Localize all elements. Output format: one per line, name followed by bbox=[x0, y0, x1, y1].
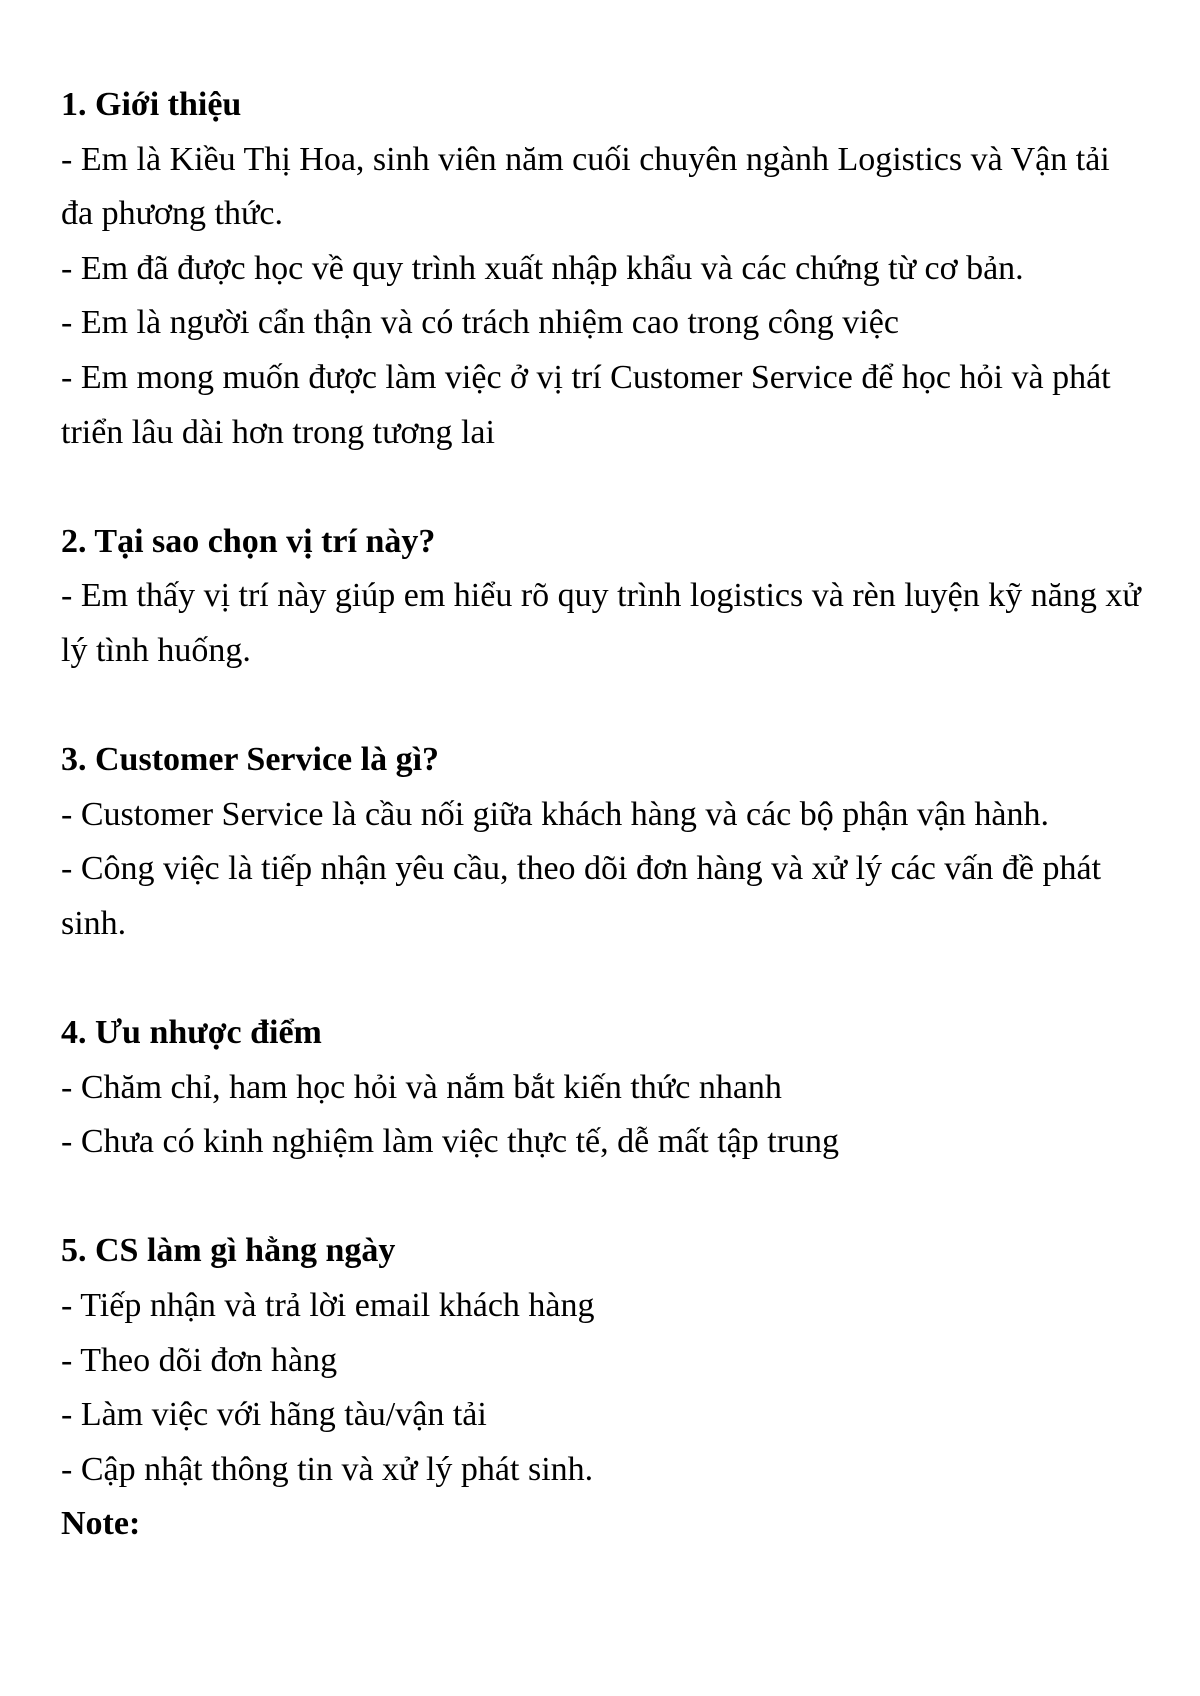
paragraph-line: - Em là Kiều Thị Hoa, sinh viên năm cuối chuyên ngành Logistics và Vận tải đa phương thức. bbox=[61, 140, 1110, 233]
paragraph-line: - Customer Service là cầu nối giữa khách hàng và các bộ phận vận hành. bbox=[61, 795, 1050, 833]
paragraph-line: - Cập nhật thông tin và xử lý phát sinh. bbox=[61, 1450, 594, 1488]
section-heading: 5. CS làm gì hằng ngày bbox=[61, 1232, 396, 1270]
section-heading: 3. Customer Service là gì? bbox=[61, 741, 440, 779]
note-label: Note: bbox=[61, 1505, 141, 1543]
paragraph-line: - Em đã được học về quy trình xuất nhập khẩu và các chứng từ cơ bản. bbox=[61, 249, 1024, 287]
section-daily-tasks bbox=[61, 1224, 1141, 1552]
paragraph-line: - Em thấy vị trí này giúp em hiểu rõ quy trình logistics và rèn luyện kỹ năng xử lý tình huống. bbox=[61, 577, 1141, 669]
section-introduction bbox=[61, 78, 1141, 460]
section-what-is-customer-service bbox=[61, 733, 1141, 951]
paragraph-line: - Chưa có kinh nghiệm làm việc thực tế, dễ mất tập trung bbox=[61, 1123, 840, 1161]
section-heading: 2. Tại sao chọn vị trí này? bbox=[61, 522, 436, 560]
paragraph-line: - Công việc là tiếp nhận yêu cầu, theo dõi đơn hàng và xử lý các vấn đề phát sinh. bbox=[61, 850, 1102, 942]
section-heading: 4. Ưu nhược điểm bbox=[61, 1014, 322, 1052]
paragraph-line: - Làm việc với hãng tàu/vận tải bbox=[61, 1396, 487, 1434]
section-why-this-position bbox=[61, 515, 1141, 679]
section-strengths-weaknesses bbox=[61, 1006, 1141, 1170]
paragraph-line: - Em mong muốn được làm việc ở vị trí Customer Service để học hỏi và phát triển lâu dài hơn trong tương lai bbox=[61, 358, 1111, 451]
paragraph-line: - Chăm chỉ, ham học hỏi và nắm bắt kiến thức nhanh bbox=[61, 1068, 782, 1106]
paragraph-line: - Tiếp nhận và trả lời email khách hàng bbox=[61, 1287, 595, 1325]
paragraph-line: - Theo dõi đơn hàng bbox=[61, 1341, 338, 1379]
section-heading: 1. Giới thiệu bbox=[61, 86, 242, 123]
paragraph-line: - Em là người cẩn thận và có trách nhiệm cao trong công việc bbox=[61, 304, 899, 342]
document-page bbox=[61, 78, 1141, 1552]
